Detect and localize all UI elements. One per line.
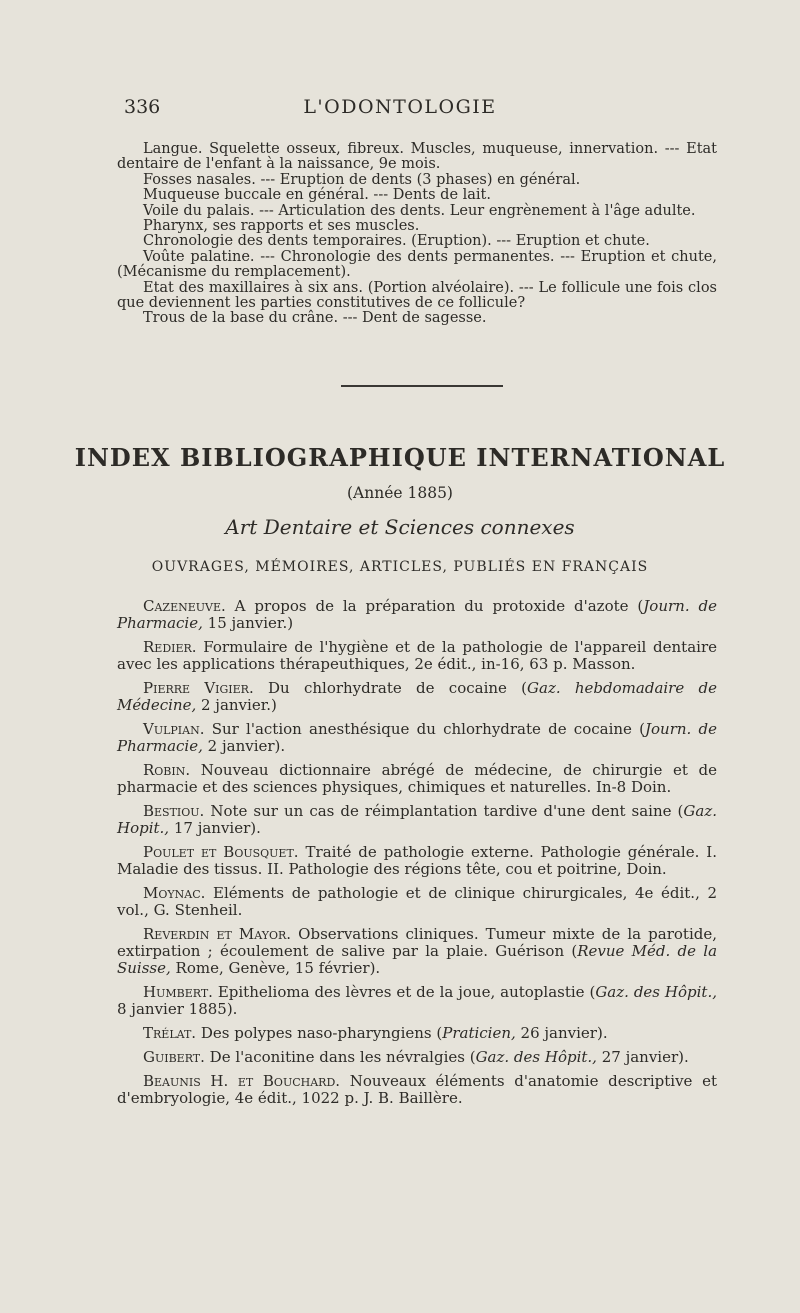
bibliography-entry — [117, 844, 717, 878]
entry-text: Des polypes naso-pharyngiens ( — [196, 1024, 443, 1042]
bibliography-entry — [117, 639, 717, 673]
entry-text: Note sur un cas de réimplantation tardive d'une dent saine ( — [204, 802, 684, 820]
entry-author: Guibert. — [143, 1048, 205, 1066]
entry-author: Vulpian. — [143, 720, 205, 738]
bibliography-entry — [117, 1025, 717, 1042]
bibliography-entry — [117, 926, 717, 977]
bibliography-entry — [117, 1049, 717, 1066]
entry-author: Moynac. — [143, 884, 206, 902]
entry-text: A propos de la préparation du protoxide d'azote ( — [225, 597, 644, 615]
entry-text: Epithelioma des lèvres et de la joue, autoplastie ( — [212, 983, 596, 1001]
bibliography-entry — [117, 680, 717, 714]
entry-source: Journ. de Pharmacie, — [117, 720, 717, 755]
entry-author: Cazeneuve. — [143, 597, 226, 615]
syllabus-line: Trous de la base du crâne. --- Dent de sagesse. — [143, 310, 487, 327]
bibliography-entry — [117, 1073, 717, 1107]
bibliography-entry — [117, 598, 717, 632]
entry-text: Sur l'action anesthésique du chlorhydrate de cocaine ( — [204, 720, 645, 738]
entry-author: Beaunis H. et Bouchard. — [143, 1072, 341, 1090]
page-header — [0, 96, 800, 120]
bibliography-list — [117, 598, 717, 1114]
entry-text: Observations cliniques. Tumeur mixte de la parotide, extirpation ; écoulement de salive par la plaie. Guérison ( — [117, 925, 718, 960]
index-year: (Année 1885) — [347, 484, 453, 502]
page-number: 336 — [124, 96, 161, 118]
entry-author: Robin. — [143, 761, 191, 779]
entry-text: Eléments de pathologie et de clinique chirurgicales, 4e édit., 2 vol., G. Stenheil. — [117, 884, 717, 919]
entry-text: Du chlorhydrate de cocaine ( — [253, 679, 528, 697]
syllabus-line: Muqueuse buccale en général. --- Dents de lait. — [143, 187, 491, 204]
entry-source: Gaz. des Hôpit., — [595, 983, 717, 1001]
entry-after: 27 janvier). — [596, 1048, 689, 1066]
entry-source: Gaz. hebdomadaire de Médecine, — [117, 679, 717, 714]
entry-after: 2 janvier). — [202, 737, 286, 755]
syllabus-line: Langue. Squelette osseux, fibreux. Muscles, muqueuse, innervation. --- Etat dentaire de l'enfant à la naissance, 9e mois. — [117, 141, 717, 173]
entry-text: De l'aconitine dans les névralgies ( — [204, 1048, 476, 1066]
entry-after: 17 janvier). — [169, 819, 261, 837]
exam-syllabus — [117, 142, 717, 327]
index-title: INDEX BIBLIOGRAPHIQUE INTERNATIONAL — [74, 443, 726, 472]
section-divider — [341, 385, 503, 387]
index-subject: Art Dentaire et Sciences connexes — [225, 515, 575, 539]
syllabus-line: Etat des maxillaires à six ans. (Portion alvéolaire). --- Le follicule une fois clos que deviennent les parties constitutives de ce follicule? — [117, 279, 717, 312]
entry-after: 8 janvier 1885). — [117, 1000, 238, 1018]
entry-after: 2 janvier.) — [196, 696, 277, 714]
entry-author: Trélat. — [143, 1024, 197, 1042]
syllabus-line: Voile du palais. --- Articulation des dents. Leur engrènement à l'âge adulte. — [143, 202, 696, 219]
entry-author: Humbert. — [143, 983, 213, 1001]
entry-text: Nouveau dictionnaire abrégé de médecine, de chirurgie et de pharmacie et des sciences physiques, chimiques et naturelles. In-8 Doin. — [117, 761, 717, 796]
entry-source: Revue Méd. de la Suisse, — [117, 942, 718, 977]
entry-source: Gaz. Hopit., — [117, 802, 717, 837]
bibliography-entry — [117, 762, 717, 796]
entry-text: Formulaire de l'hygiène et de la pathologie de l'appareil dentaire avec les applications thérapeuthiques, 2e édit., in-16, 63 p. Masson. — [117, 638, 717, 673]
entry-after: Rome, Genève, 15 février). — [170, 959, 381, 977]
entry-text: Nouveaux éléments d'anatomie descriptive et d'embryologie, 4e édit., 1022 p. J. B. Baillère. — [117, 1072, 717, 1107]
entry-source: Gaz. des Hôpit., — [475, 1048, 597, 1066]
syllabus-line: Fosses nasales. --- Eruption de dents (3 phases) en général. — [143, 171, 581, 188]
entry-source: Praticien, — [442, 1024, 516, 1042]
syllabus-line: Voûte palatine. --- Chronologie des dents permanentes. --- Eruption et chute, (Mécanisme du remplacement). — [117, 248, 717, 281]
bibliography-entry — [117, 984, 717, 1018]
entry-author: Reverdin et Mayor. — [143, 925, 292, 943]
entry-after: 15 janvier.) — [202, 614, 294, 632]
syllabus-line: Chronologie des dents temporaires. (Eruption). --- Eruption et chute. — [143, 233, 650, 250]
bibliography-entry — [117, 721, 717, 755]
entry-after: 26 janvier). — [515, 1024, 608, 1042]
syllabus-line: Pharynx, ses rapports et ses muscles. — [143, 218, 420, 235]
bibliography-entry — [117, 885, 717, 919]
entry-author: Poulet et Bousquet. — [143, 843, 299, 861]
entry-author: Bestiou. — [143, 802, 205, 820]
entry-source: Journ. de Pharmacie, — [117, 597, 717, 632]
running-title: L'ODONTOLOGIE — [303, 96, 497, 118]
entry-text: Traité de pathologie externe. Pathologie générale. I. Maladie des tissus. II. Pathologie des régions tête, cou et poitrine, Doin. — [117, 843, 717, 878]
section-heading: OUVRAGES, MÉMOIRES, ARTICLES, PUBLIÉS EN FRANÇAIS — [151, 559, 649, 575]
bibliography-entry — [117, 803, 717, 837]
entry-author: Redier. — [143, 638, 197, 656]
entry-author: Pierre Vigier. — [143, 679, 254, 697]
